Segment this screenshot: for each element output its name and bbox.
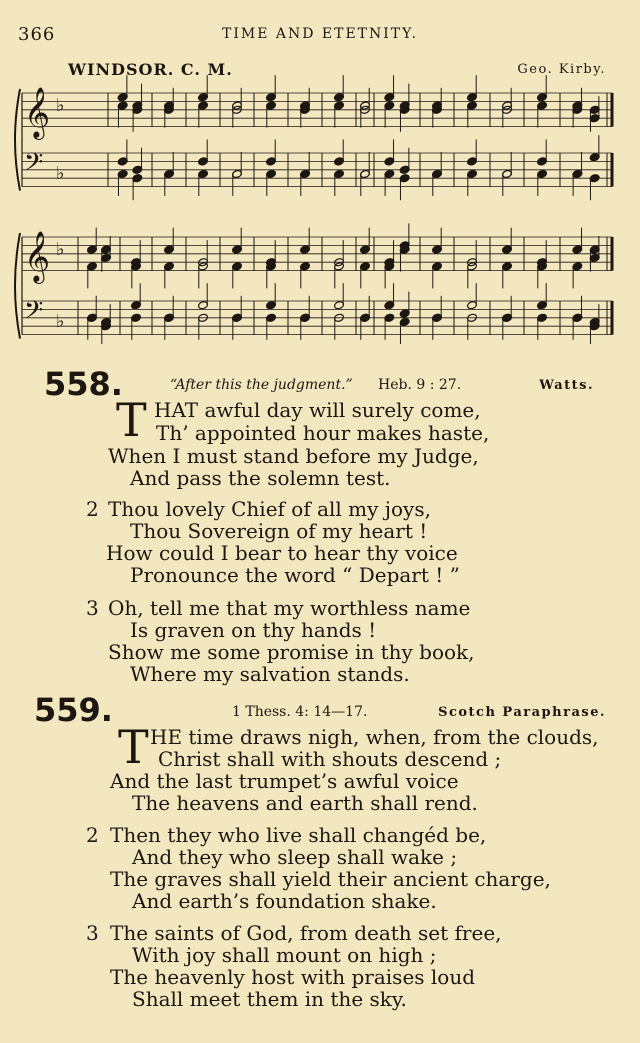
tune-composer: Geo. Kirby. [517,62,606,77]
verse-line: The graves shall yield their ancient charge, [110,867,551,891]
key-signature-flat: ♭ [56,239,65,260]
verse-number: 2 [86,497,99,521]
treble-clef: 𝄞 [24,87,51,138]
running-title: TIME AND ETETNITY. [221,26,419,42]
verse-line: With joy shall mount on high ; [132,943,437,967]
verse-line: Pronounce the word “ Depart ! ” [130,563,460,587]
key-signature-flat: ♭ [56,311,65,332]
system-bracket [15,89,20,191]
verse-line: And they who sleep shall wake ; [132,845,458,869]
key-signature-flat: ♭ [56,163,65,184]
hymn-text-reference: “After this the judgment.” [170,377,353,393]
verse-line: And pass the solemn test. [130,466,391,490]
drop-cap: T [116,393,147,447]
verse-line: Shall meet them in the sky. [132,987,407,1011]
verse-line: Christ shall with shouts descend ; [158,747,502,771]
drop-cap: T [118,720,149,774]
verse-number: 3 [86,921,99,945]
bass-clef: 𝄢 [24,296,44,331]
verse-line: And earth’s foundation shake. [132,889,437,913]
verse-line: HE time draws nigh, when, from the clouds, [150,725,599,749]
page-number: 366 [18,24,56,45]
system-bracket [15,233,20,339]
verse-line: Thou Sovereign of my heart ! [130,519,428,543]
verse-line: Where my salvation stands. [130,662,410,686]
verse-line: The heavens and earth shall rend. [132,791,478,815]
verse-line: HAT awful day will surely come, [154,398,481,422]
verse-line: The saints of God, from death set free, [110,921,502,945]
verse-line: Thou lovely Chief of all my joys, [108,497,431,521]
verse-line: Oh, tell me that my worthless name [108,596,471,620]
verse-line: Show me some promise in thy book, [108,640,475,664]
verse-line: The heavenly host with praises loud [110,965,476,989]
verse-line: How could I bear to hear thy voice [106,541,458,565]
verse-number: 2 [86,823,99,847]
verse-number: 3 [86,596,99,620]
key-signature-flat: ♭ [56,95,65,116]
hymn-scripture: Heb. 9 : 27. [378,377,462,393]
treble-clef: 𝄞 [24,231,51,282]
hymn-author: Scotch Paraphrase. [438,705,606,720]
tune-name: WINDSOR. C. M. [68,60,233,79]
hymn-number: 558. [44,365,123,403]
verse-line: Then they who live shall changéd be, [110,823,487,847]
bass-clef: 𝄢 [24,148,44,183]
hymn-number: 559. [34,691,113,729]
hymn-author: Watts. [539,378,594,393]
hymn-scripture: 1 Thess. 4: 14—17. [232,704,368,720]
verse-line: And the last trumpet’s awful voice [110,769,459,793]
verse-line: Th’ appointed hour makes haste, [156,421,490,445]
verse-line: Is graven on thy hands ! [130,618,377,642]
music-score [0,0,640,360]
verse-line: When I must stand before my Judge, [108,444,479,468]
